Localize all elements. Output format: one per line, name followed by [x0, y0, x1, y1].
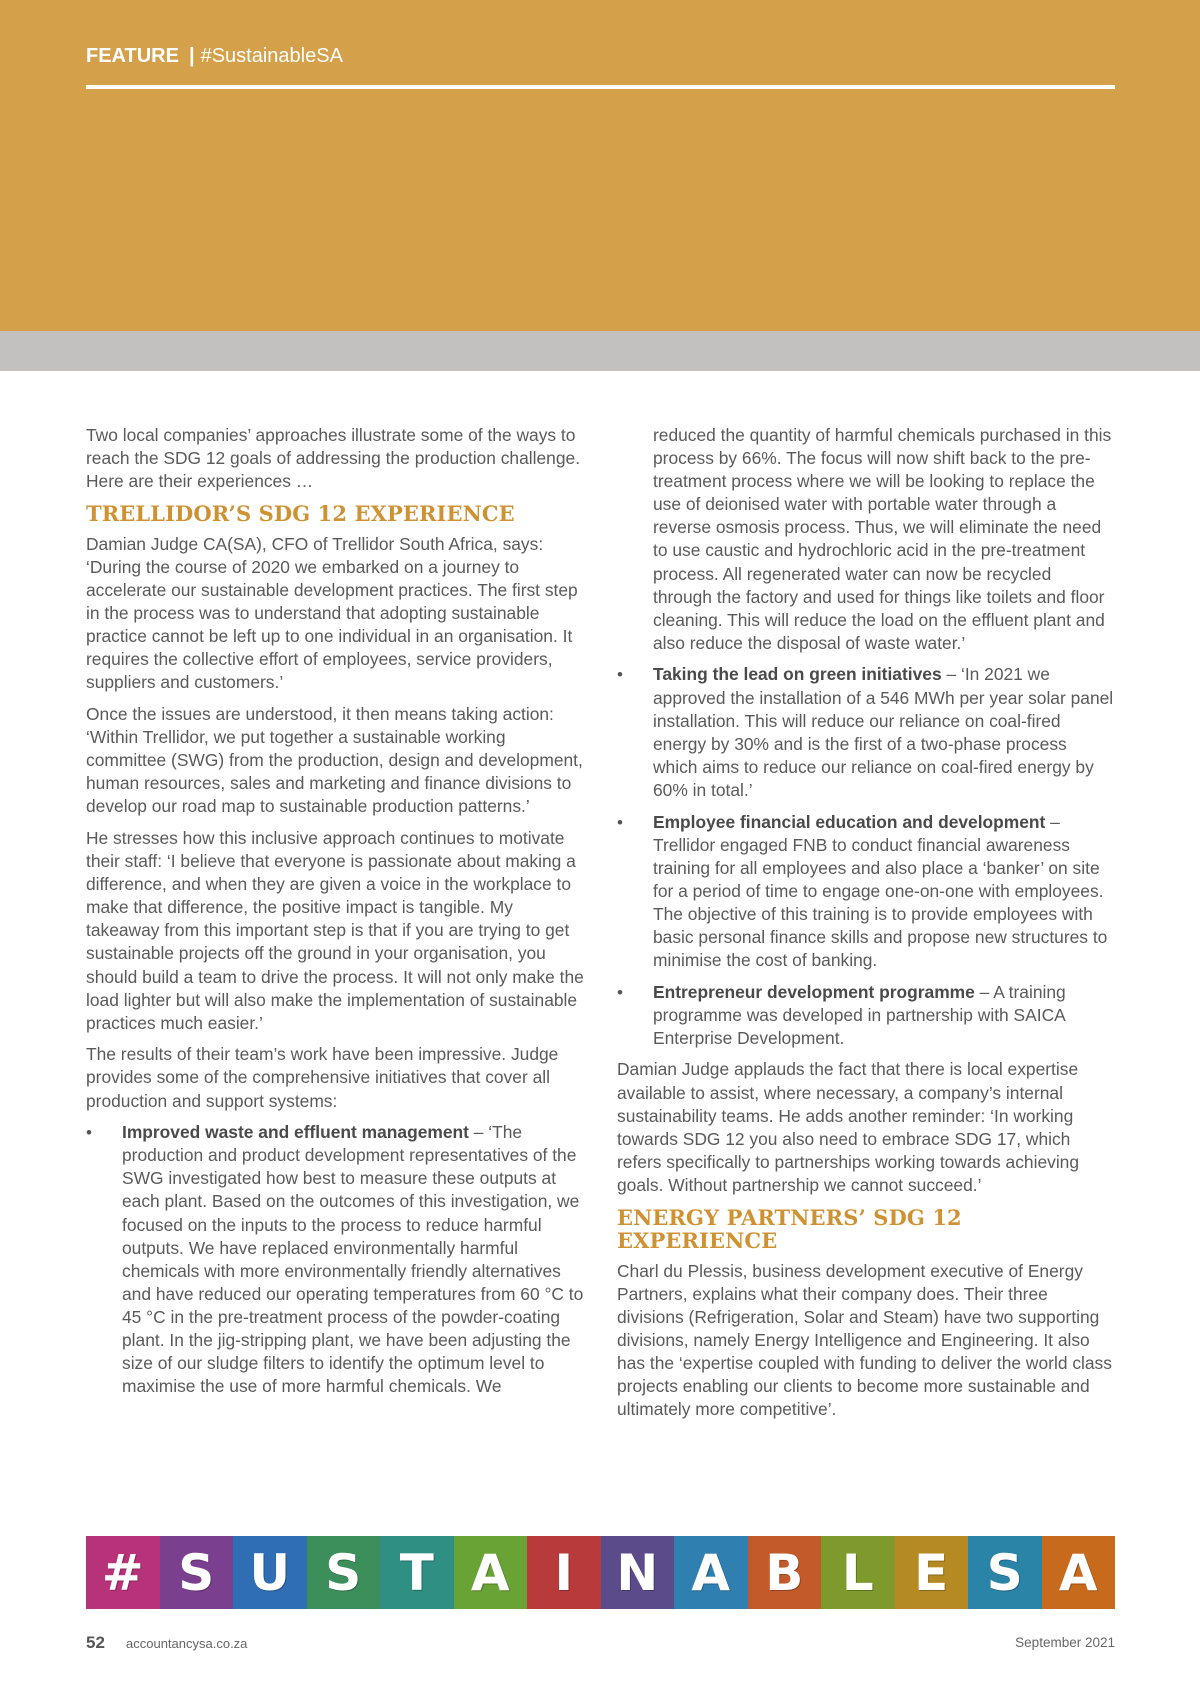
banner-letter-tile: # — [86, 1536, 160, 1609]
banner-letter-tile: S — [307, 1536, 381, 1609]
paragraph: The results of their team’s work have been impressive. Judge provides some of the comprehensive initiatives that cover all production and support systems: — [86, 1044, 559, 1111]
intro-paragraph: Two local companies’ approaches illustrate some of the ways to reach the SDG 12 goals of addressing the production challenge. Here are their experiences … — [86, 425, 581, 492]
site-url: accountancysa.co.za — [126, 1636, 248, 1651]
bullet-icon: • — [617, 982, 623, 1002]
section-name: FEATURE — [86, 45, 179, 67]
bullet-text: – Trellidor engaged FNB to conduct financial awareness training for all employees and also place a ‘banker’ on site for a period of time to engage one-on-one with employees. The objective of this training is to provide employees with basic personal finance skills and propose new structures to minimise the cost of banking. — [653, 811, 1108, 971]
section-tag: #SustainableSA — [200, 45, 343, 67]
bullet-title: Improved waste and effluent management — [122, 1122, 469, 1143]
bullet-title: Employee financial education and development — [653, 811, 1046, 832]
trellidor-heading: TRELLIDOR’S SDG 12 EXPERIENCE — [86, 500, 515, 526]
hero-strip — [0, 331, 1200, 371]
initiatives-list — [86, 1121, 586, 1398]
list-item — [617, 981, 1115, 1050]
bullet-icon: • — [617, 665, 623, 685]
bullet-text: – A training programme was developed in partnership with SAICA Enterprise Development. — [653, 981, 1066, 1048]
left-column — [86, 424, 586, 1407]
paragraph: He stresses how this inclusive approach continues to motivate their staff: ‘I believe that everyone is passionate about making a difference, and when they are given a voice in the workplace to make that difference, the positive impact is tangible. My takeaway from this important step is that if you are trying to get sustainable projects off the ground in your organisation, you should build a team to drive the process. It will not only make the load lighter but will also make the implementation of sustainable practices much easier.’ — [86, 828, 584, 1033]
header-rule — [86, 85, 1115, 89]
initiatives-list-continued — [617, 663, 1115, 1050]
banner-letter-tile: I — [527, 1536, 601, 1609]
bullet-text: – ‘In 2021 we approved the installation of a 546 MWh per year solar panel installation. This will reduce our reliance on coal-fired energy by 30% and is the first of a two-phase process which aims to reduce our reliance on coal-fired energy by 60% in total.’ — [653, 664, 1114, 800]
banner-letter-tile: A — [454, 1536, 528, 1609]
banner-letter-tile: B — [748, 1536, 822, 1609]
energy-partners-heading: ENERGY PARTNERS’ SDG 12 EXPERIENCE — [617, 1204, 962, 1253]
list-item — [86, 1121, 586, 1398]
bullet-text: – ‘The production and product development representatives of the SWG investigated how best to measure these outputs at each plant. Based on the outcomes of this investigation, we focused on the inputs to the process to reduce harmful outputs. We have replaced environmentally harmful chemicals with more environmentally friendly alternatives and have reduced our operating temperatures from 60 °C to 45 °C in the pre-treatment process of the powder-coating plant. In the jig-stripping plant, we have been adjusting the size of our sludge filters to identify the optimum level to maximise the use of more harmful chemicals. We — [122, 1122, 584, 1397]
paragraph: Damian Judge CA(SA), CFO of Trellidor South Africa, says: ‘During the course of 2020 we embarked on a journey to accelerate our sustainable development practices. The first step in the process was to understand that adopting sustainable practice cannot be left up to one individual in an organisation. It requires the collective effort of employees, service providers, suppliers and customers.’ — [86, 533, 578, 693]
list-item — [617, 663, 1115, 802]
bullet-icon: • — [86, 1123, 92, 1143]
sustainablesa-banner — [86, 1536, 1115, 1609]
continued-bullet-text: reduced the quantity of harmful chemicals purchased in this process by 66%. The focus will now shift back to the pre-treatment process where we will be looking to replace the use of deionised water with portable water through a reverse osmosis process. Thus, we will eliminate the need to use caustic and hydrochloric acid in the pre-treatment process. All regenerated water can now be recycled through the factory and used for things like toilets and floor cleaning. This will reduce the load on the effluent plant and also reduce the disposal of waste water.’ — [653, 425, 1112, 653]
paragraph: Damian Judge applauds the fact that there is local expertise available to assist, where necessary, a company’s internal sustainability teams. He adds another reminder: ‘In working towards SDG 12 you also need to embrace SDG 17, which refers specifically to partnerships working towards achieving goals. Without partnership we cannot succeed.’ — [617, 1059, 1080, 1195]
bullet-icon: • — [617, 812, 623, 832]
right-column — [617, 424, 1115, 1430]
banner-letter-tile: L — [821, 1536, 895, 1609]
paragraph: Charl du Plessis, business development executive of Energy Partners, explains what their company does. Their three divisions (Refrigeration, Solar and Steam) have two supporting divisions, namely Energy Intelligence and Engineering. It also has the ‘expertise coupled with funding to deliver the world class projects enabling our clients to become more sustainable and ultimately more competitive’. — [617, 1260, 1112, 1420]
banner-letter-tile: U — [233, 1536, 307, 1609]
banner-letter-tile: N — [601, 1536, 675, 1609]
banner-letter-tile: E — [895, 1536, 969, 1609]
list-item — [617, 811, 1115, 973]
banner-letter-tile: A — [674, 1536, 748, 1609]
bullet-title: Entrepreneur development programme — [653, 981, 975, 1002]
paragraph: Once the issues are understood, it then means taking action: ‘Within Trellidor, we put together a sustainable working committee (SWG) from the production, design and development, human resources, sales and marketing and finance divisions to develop our road map to sustainable production patterns.’ — [86, 704, 583, 817]
bullet-title: Taking the lead on green initiatives — [653, 664, 942, 685]
section-separator: | — [188, 45, 195, 67]
page-number: 52 — [86, 1633, 105, 1652]
banner-letter-tile: T — [380, 1536, 454, 1609]
banner-letter-tile: S — [968, 1536, 1042, 1609]
banner-letter-tile: A — [1042, 1536, 1116, 1609]
section-label — [86, 45, 343, 68]
banner-letter-tile: S — [160, 1536, 234, 1609]
issue-date: September 2021 — [1015, 1635, 1115, 1650]
